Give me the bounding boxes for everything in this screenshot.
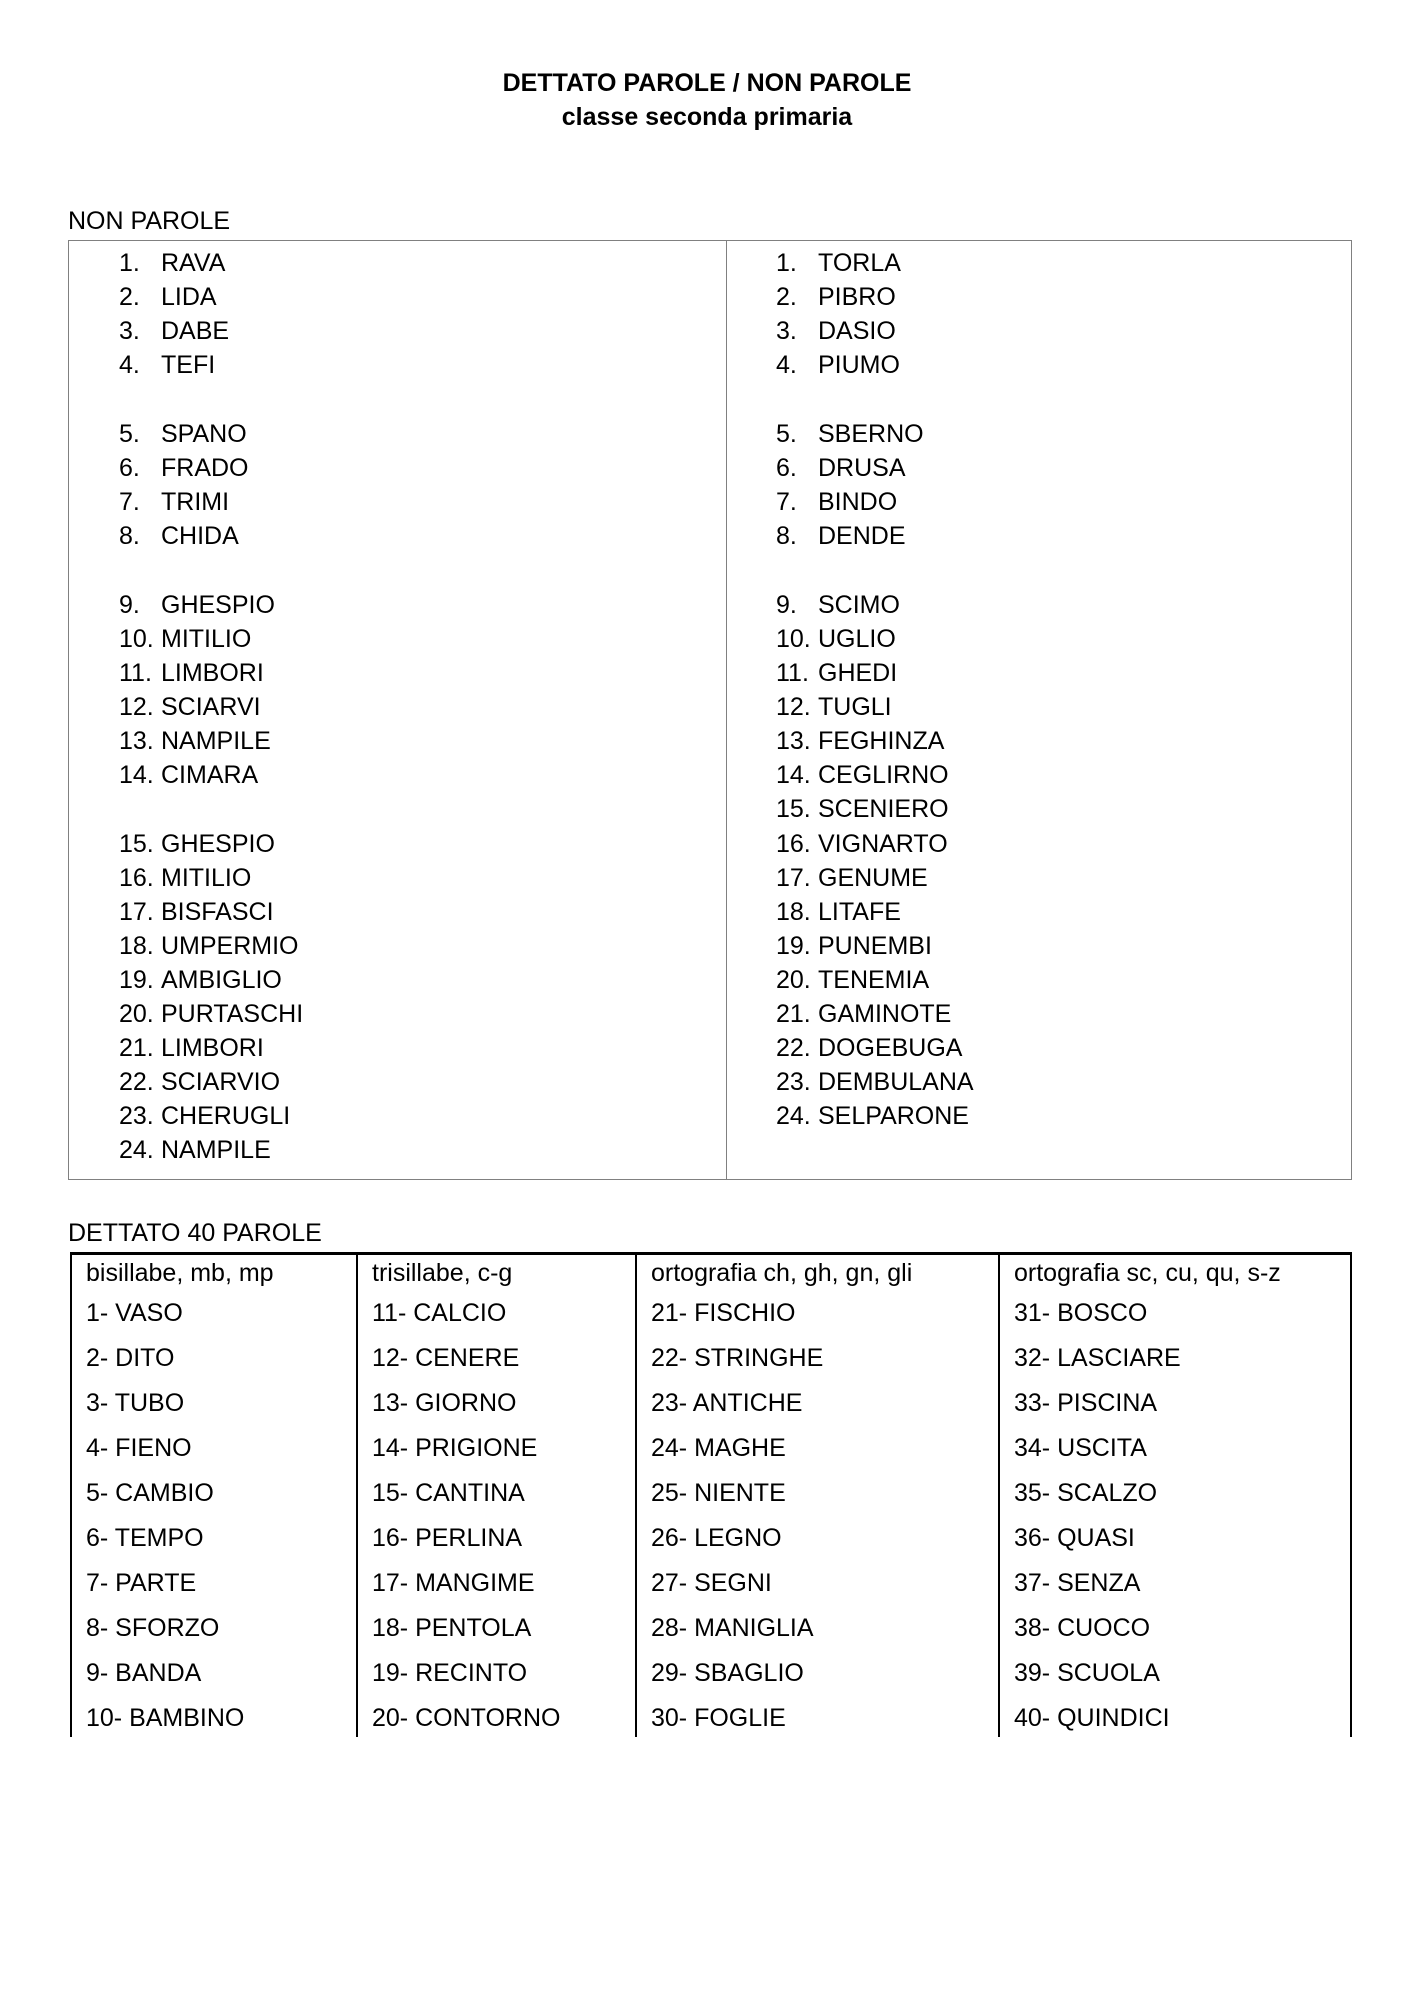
dettato-word: 18- PENTOLA — [372, 1614, 532, 1642]
nonparole-list-item — [119, 419, 247, 449]
nonparole-list-item — [119, 453, 249, 483]
nonparole-list-item — [119, 692, 261, 722]
dettato-word: 2- DITO — [86, 1344, 175, 1372]
list-item-word: CHERUGLI — [161, 1102, 291, 1130]
list-item-number: 8. — [119, 522, 140, 550]
dettato-word: 27- SEGNI — [651, 1569, 772, 1597]
nonparole-list-item — [119, 350, 215, 380]
list-item-word: PURTASCHI — [161, 1000, 304, 1028]
list-item-number: 24. — [119, 1136, 154, 1164]
list-item-number: 5. — [119, 420, 140, 448]
list-item-number: 3. — [119, 317, 140, 345]
list-item-word: BINDO — [818, 488, 898, 516]
list-item-word: LIMBORI — [161, 659, 264, 687]
list-item-number: 23. — [119, 1102, 154, 1130]
nonparole-list-item — [776, 453, 906, 483]
list-item-number: 24. — [776, 1102, 811, 1130]
list-item-word: LIMBORI — [161, 1034, 264, 1062]
dettato-column — [637, 1255, 1000, 1737]
list-item-word: DEMBULANA — [818, 1068, 974, 1096]
dettato-word: 5- CAMBIO — [86, 1479, 214, 1507]
list-item-word: SCIARVIO — [161, 1068, 281, 1096]
list-item-number: 12. — [119, 693, 154, 721]
nonparole-list-item — [119, 965, 282, 995]
list-item-word: CEGLIRNO — [818, 761, 949, 789]
dettato-word: 11- CALCIO — [372, 1299, 507, 1327]
nonparole-list-item — [776, 419, 924, 449]
nonparole-list-item — [776, 692, 892, 722]
dettato-word: 21- FISCHIO — [651, 1299, 796, 1327]
document-subtitle: classe seconda primaria — [561, 103, 853, 131]
list-item-word: DABE — [161, 317, 230, 345]
nonparole-list-item — [776, 590, 900, 620]
dettato-word: 40- QUINDICI — [1014, 1704, 1170, 1732]
nonparole-list-item — [119, 829, 275, 859]
nonparole-list-item — [119, 726, 271, 756]
list-item-number: 8. — [776, 522, 797, 550]
dettato-word: 34- USCITA — [1014, 1434, 1147, 1462]
dettato-word: 6- TEMPO — [86, 1524, 204, 1552]
dettato-word: 25- NIENTE — [651, 1479, 786, 1507]
nonparole-list-item — [119, 931, 299, 961]
dettato-word: 23- ANTICHE — [651, 1389, 803, 1417]
dettato-word: 26- LEGNO — [651, 1524, 782, 1552]
list-item-number: 10. — [776, 625, 811, 653]
nonparole-column-divider — [726, 241, 727, 1179]
nonparole-table — [68, 240, 1352, 1180]
nonparole-list-item — [776, 658, 897, 688]
list-item-number: 14. — [119, 761, 154, 789]
nonparole-list-item — [119, 282, 217, 312]
list-item-word: AMBIGLIO — [161, 966, 282, 994]
list-item-number: 16. — [776, 830, 811, 858]
list-item-word: TRIMI — [161, 488, 230, 516]
list-item-number: 9. — [776, 591, 797, 619]
list-item-word: CHIDA — [161, 522, 239, 550]
dettato-column-header: trisillabe, c-g — [372, 1259, 513, 1287]
list-item-number: 1. — [776, 249, 797, 277]
list-item-number: 12. — [776, 693, 811, 721]
dettato-column-header: ortografia ch, gh, gn, gli — [651, 1259, 913, 1287]
nonparole-list-item — [119, 521, 239, 551]
list-item-word: LIDA — [161, 283, 217, 311]
document-header — [0, 66, 1414, 134]
nonparole-list-item — [776, 931, 932, 961]
list-item-word: TORLA — [818, 249, 901, 277]
list-item-number: 6. — [119, 454, 140, 482]
list-item-word: UGLIO — [818, 625, 896, 653]
dettato-column — [1000, 1255, 1352, 1737]
dettato-word: 37- SENZA — [1014, 1569, 1141, 1597]
nonparole-list-item — [119, 1101, 290, 1131]
list-item-number: 13. — [776, 727, 811, 755]
nonparole-list-item — [776, 316, 896, 346]
nonparole-list-item — [776, 965, 929, 995]
list-item-word: MITILIO — [161, 864, 252, 892]
dettato-word: 13- GIORNO — [372, 1389, 517, 1417]
dettato-table — [70, 1252, 1352, 1737]
list-item-number: 21. — [776, 1000, 811, 1028]
dettato-word: 35- SCALZO — [1014, 1479, 1158, 1507]
dettato-word: 8- SFORZO — [86, 1614, 220, 1642]
dettato-word: 7- PARTE — [86, 1569, 197, 1597]
list-item-word: GENUME — [818, 864, 928, 892]
nonparole-list-item — [776, 350, 900, 380]
dettato-word: 38- CUOCO — [1014, 1614, 1151, 1642]
nonparole-list-item — [776, 794, 949, 824]
dettato-word: 24- MAGHE — [651, 1434, 786, 1462]
dettato-column-header: ortografia sc, cu, qu, s-z — [1014, 1259, 1281, 1287]
nonparole-list-item — [119, 897, 274, 927]
list-item-number: 4. — [119, 351, 140, 379]
list-item-number: 3. — [776, 317, 797, 345]
list-item-word: CIMARA — [161, 761, 259, 789]
nonparole-list-item — [776, 897, 901, 927]
list-item-number: 2. — [776, 283, 797, 311]
list-item-word: DASIO — [818, 317, 896, 345]
list-item-number: 18. — [119, 932, 154, 960]
nonparole-list-item — [119, 658, 264, 688]
list-item-number: 10. — [119, 625, 154, 653]
list-item-number: 21. — [119, 1034, 154, 1062]
list-item-word: VIGNARTO — [818, 830, 948, 858]
nonparole-list-item — [119, 624, 251, 654]
nonparole-list-item — [119, 863, 251, 893]
list-item-word: FRADO — [161, 454, 249, 482]
dettato-word: 9- BANDA — [86, 1659, 202, 1687]
list-item-word: SCENIERO — [818, 795, 949, 823]
dettato-section-label: DETTATO 40 PAROLE — [68, 1219, 322, 1247]
list-item-number: 9. — [119, 591, 140, 619]
list-item-number: 7. — [119, 488, 140, 516]
list-item-number: 17. — [119, 898, 154, 926]
list-item-word: NAMPILE — [161, 1136, 271, 1164]
nonparole-list-item — [119, 248, 225, 278]
nonparole-list-item — [119, 760, 258, 790]
dettato-word: 19- RECINTO — [372, 1659, 528, 1687]
dettato-word: 31- BOSCO — [1014, 1299, 1148, 1327]
dettato-word: 15- CANTINA — [372, 1479, 525, 1507]
dettato-word: 16- PERLINA — [372, 1524, 523, 1552]
list-item-word: UMPERMIO — [161, 932, 299, 960]
list-item-word: TUGLI — [818, 693, 892, 721]
list-item-number: 19. — [119, 966, 154, 994]
list-item-number: 5. — [776, 420, 797, 448]
list-item-word: PIBRO — [818, 283, 896, 311]
nonparole-list-item — [776, 521, 906, 551]
list-item-number: 15. — [776, 795, 811, 823]
dettato-word: 36- QUASI — [1014, 1524, 1135, 1552]
nonparole-list-item — [119, 590, 275, 620]
list-item-word: PUNEMBI — [818, 932, 932, 960]
dettato-word: 1- VASO — [86, 1299, 183, 1327]
list-item-number: 14. — [776, 761, 811, 789]
nonparole-list-item — [776, 1067, 974, 1097]
dettato-word: 33- PISCINA — [1014, 1389, 1158, 1417]
list-item-word: TENEMIA — [818, 966, 930, 994]
list-item-word: GAMINOTE — [818, 1000, 952, 1028]
nonparole-list-item — [119, 1135, 271, 1165]
list-item-word: DOGEBUGA — [818, 1034, 963, 1062]
nonparole-list-item — [119, 1033, 264, 1063]
nonparole-list-item — [776, 487, 897, 517]
list-item-word: DRUSA — [818, 454, 906, 482]
dettato-word: 30- FOGLIE — [651, 1704, 786, 1732]
list-item-number: 20. — [119, 1000, 154, 1028]
nonparole-list-item — [776, 282, 896, 312]
list-item-word: GHEDI — [818, 659, 898, 687]
nonparole-list-item — [776, 999, 951, 1029]
list-item-word: SPANO — [161, 420, 247, 448]
list-item-word: DENDE — [818, 522, 906, 550]
list-item-word: PIUMO — [818, 351, 900, 379]
list-item-word: GHESPIO — [161, 830, 275, 858]
dettato-word: 17- MANGIME — [372, 1569, 535, 1597]
nonparole-list-item — [776, 863, 928, 893]
list-item-number: 17. — [776, 864, 811, 892]
list-item-number: 22. — [776, 1034, 811, 1062]
list-item-word: SCIARVI — [161, 693, 261, 721]
document-title: DETTATO PAROLE / NON PAROLE — [502, 69, 912, 97]
list-item-number: 18. — [776, 898, 811, 926]
dettato-word: 4- FIENO — [86, 1434, 192, 1462]
dettato-word: 10- BAMBINO — [86, 1704, 245, 1732]
list-item-number: 19. — [776, 932, 811, 960]
nonparole-list-item — [776, 248, 901, 278]
dettato-column-header: bisillabe, mb, mp — [86, 1259, 274, 1287]
dettato-word: 20- CONTORNO — [372, 1704, 561, 1732]
nonparole-list-item — [119, 487, 229, 517]
list-item-word: LITAFE — [818, 898, 901, 926]
dettato-column — [70, 1255, 358, 1737]
dettato-word: 22- STRINGHE — [651, 1344, 824, 1372]
list-item-number: 20. — [776, 966, 811, 994]
list-item-number: 7. — [776, 488, 797, 516]
list-item-number: 15. — [119, 830, 154, 858]
list-item-number: 23. — [776, 1068, 811, 1096]
nonparole-list-item — [776, 1033, 962, 1063]
list-item-number: 11. — [776, 659, 809, 687]
list-item-word: SELPARONE — [818, 1102, 969, 1130]
list-item-number: 22. — [119, 1068, 154, 1096]
list-item-word: NAMPILE — [161, 727, 271, 755]
list-item-word: GHESPIO — [161, 591, 275, 619]
dettato-word: 3- TUBO — [86, 1389, 185, 1417]
nonparole-list-item — [119, 999, 303, 1029]
dettato-word: 28- MANIGLIA — [651, 1614, 814, 1642]
list-item-number: 16. — [119, 864, 154, 892]
nonparole-list-item — [776, 829, 948, 859]
nonparole-section-label: NON PAROLE — [68, 207, 231, 235]
dettato-column — [358, 1255, 637, 1737]
list-item-word: BISFASCI — [161, 898, 274, 926]
list-item-word: FEGHINZA — [818, 727, 945, 755]
dettato-word: 39- SCUOLA — [1014, 1659, 1160, 1687]
nonparole-list-item — [776, 1101, 969, 1131]
dettato-word: 12- CENERE — [372, 1344, 520, 1372]
list-item-word: SBERNO — [818, 420, 924, 448]
nonparole-list-item — [776, 726, 944, 756]
list-item-number: 1. — [119, 249, 140, 277]
nonparole-list-item — [119, 316, 229, 346]
dettato-word: 29- SBAGLIO — [651, 1659, 804, 1687]
list-item-number: 11. — [119, 659, 152, 687]
list-item-number: 4. — [776, 351, 797, 379]
list-item-number: 6. — [776, 454, 797, 482]
list-item-word: SCIMO — [818, 591, 900, 619]
nonparole-list-item — [119, 1067, 280, 1097]
dettato-word: 14- PRIGIONE — [372, 1434, 538, 1462]
list-item-word: RAVA — [161, 249, 226, 277]
list-item-number: 2. — [119, 283, 140, 311]
nonparole-list-item — [776, 760, 949, 790]
list-item-word: MITILIO — [161, 625, 252, 653]
list-item-word: TEFI — [161, 351, 216, 379]
dettato-word: 32- LASCIARE — [1014, 1344, 1181, 1372]
list-item-number: 13. — [119, 727, 154, 755]
nonparole-list-item — [776, 624, 896, 654]
